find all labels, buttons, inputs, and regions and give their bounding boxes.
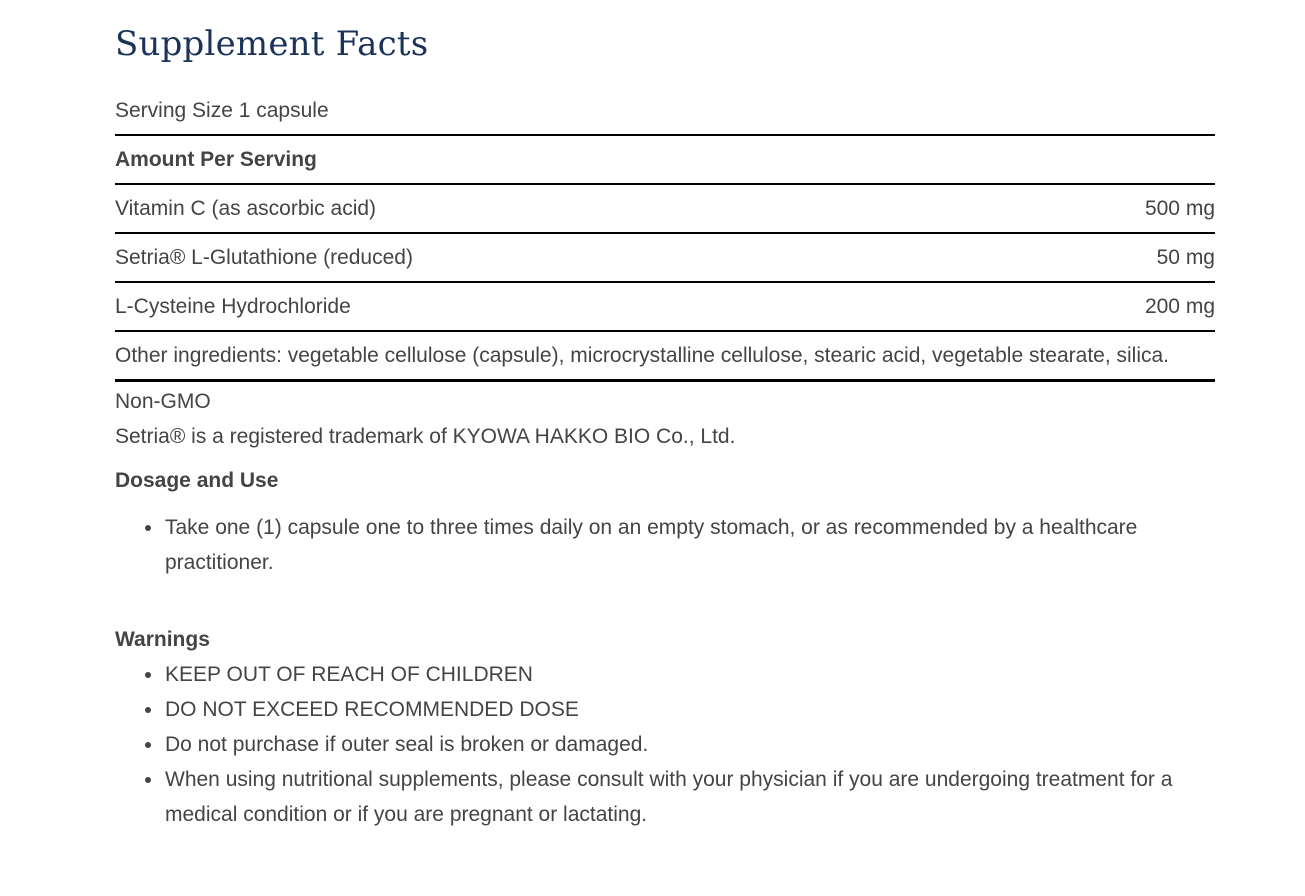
facts-table (115, 87, 1215, 832)
amount-per-serving-label: Amount Per Serving (115, 148, 317, 171)
amount-header-row (115, 136, 1215, 185)
dosage-list (115, 510, 1215, 580)
ingredient-amount: 500 mg (1144, 197, 1215, 220)
page-title: Supplement Facts (115, 24, 429, 64)
serving-size-label: Serving Size 1 capsule (115, 99, 329, 122)
warnings-heading: Warnings (115, 628, 210, 651)
ingredient-row (115, 185, 1215, 234)
ingredient-row (115, 234, 1215, 283)
ingredient-name: Setria® L-Glutathione (reduced) (115, 246, 413, 269)
ingredient-name: Vitamin C (as ascorbic acid) (115, 197, 377, 220)
dosage-heading: Dosage and Use (115, 469, 279, 492)
list-item: DO NOT EXCEED RECOMMENDED DOSE (165, 692, 1215, 727)
list-item: Take one (1) capsule one to three times daily on an empty stomach, or as recommended by a healthcare practitioner. (165, 510, 1215, 580)
serving-size-row (115, 87, 1215, 136)
list-item: Do not purchase if outer seal is broken or damaged. (165, 727, 1215, 762)
warnings-list (115, 657, 1215, 832)
list-item: When using nutritional supplements, please consult with your physician if you are undergoing treatment for a medical condition or if you are pregnant or lactating. (165, 762, 1215, 832)
list-item: KEEP OUT OF REACH OF CHILDREN (165, 657, 1215, 692)
ingredient-amount: 50 mg (1156, 246, 1215, 269)
ingredient-name: L-Cysteine Hydrochloride (115, 295, 351, 318)
non-gmo-note: Non-GMO (115, 390, 211, 413)
notes (115, 384, 1215, 454)
trademark-note: Setria® is a registered trademark of KYOWA HAKKO BIO Co., Ltd. (115, 425, 736, 448)
ingredient-amount: 200 mg (1144, 295, 1215, 318)
other-ingredients: Other ingredients: vegetable cellulose (capsule), microcrystalline cellulose, stearic acid, vegetable stearate, silica. (115, 332, 1215, 382)
ingredient-row (115, 283, 1215, 332)
